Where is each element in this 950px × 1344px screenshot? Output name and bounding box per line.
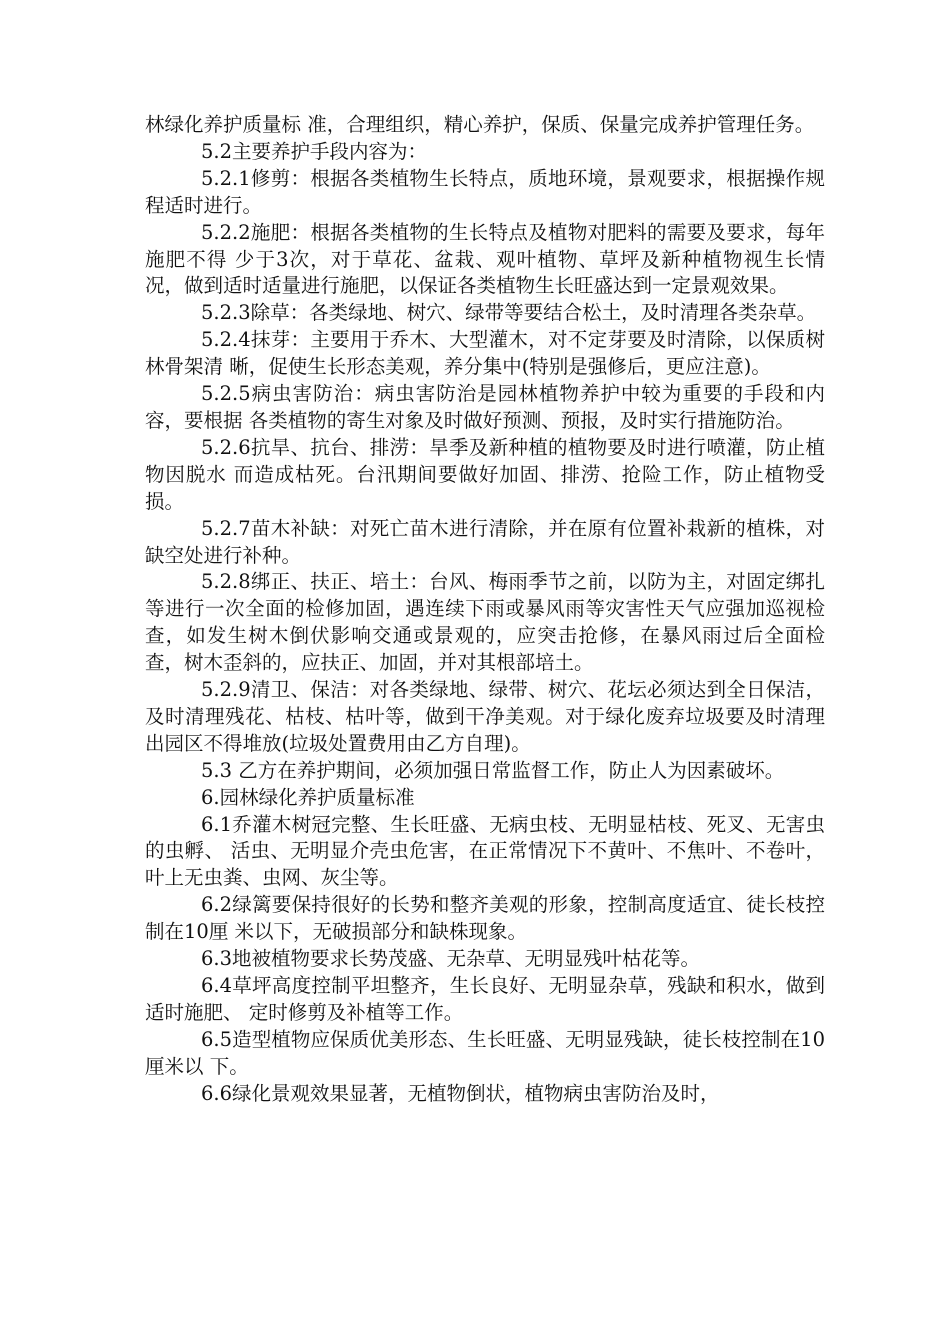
paragraph: 6.6绿化景观效果显著，无植物倒状，植物病虫害防治及时， [201, 1081, 720, 1105]
document-body [145, 112, 825, 1108]
paragraph: 5.2主要养护手段内容为： [201, 139, 428, 163]
paragraph: 5.2.9清卫、保洁：对各类绿地、绿带、树穴、花坛必须达到全日保洁，及时清理残花、枯枝、枯叶等，做到干净美观。对于绿化废弃垃圾要及时清理出园区不得堆放(垃圾处置费用由乙方自理)。 [145, 678, 825, 755]
paragraph: 6.3地被植物要求长势茂盛、无杂草、无明显残叶枯花等。 [201, 947, 701, 971]
paragraph: 6.5造型植物应保质优美形态、生长旺盛、无明显残缺，徒长枝控制在10厘米以 下。 [145, 1027, 825, 1078]
paragraph: 5.2.3除草：各类绿地、树穴、绿带等要结合松土，及时清理各类杂草。 [201, 301, 817, 325]
paragraph: 6.1乔灌木树冠完整、生长旺盛、无病虫枝、无明显枯枝、死叉、无害虫的虫孵、 活虫、无明显介壳虫危害，在正常情况下不黄叶、不焦叶、不卷叶，叶上无虫粪、虫网、灰尘等。 [145, 812, 825, 890]
paragraph: 6.园林绿化养护质量标准 [201, 785, 415, 809]
paragraph: 5.2.6抗旱、抗台、排涝：旱季及新种植的植物要及时进行喷灌，防止植物因脱水 而造成枯死。台汛期间要做好加固、排涝、抢险工作，防止植物受损。 [145, 435, 825, 513]
paragraph: 5.2.5病虫害防治：病虫害防治是园林植物养护中较为重要的手段和内容，要根据 各类植物的寄生对象及时做好预测、预报，及时实行措施防治。 [145, 382, 825, 432]
paragraph: 林绿化养护质量标 准，合理组织，精心养护，保质、保量完成养护管理任务。 [145, 113, 815, 136]
paragraph: 5.2.8绑正、扶正、培土：台风、梅雨季节之前，以防为主，对固定绑扎等进行一次全面的检修加固，遇连续下雨或暴风雨等灾害性天气应强加巡视检查，如发生树木倒伏影响交通或景观的，应突击抢修，在暴风雨过后全面检查，树木歪斜的，应扶正、加固，并对其根部培土。 [145, 570, 825, 675]
paragraph: 5.2.2施肥：根据各类植物的生长特点及植物对肥料的需要及要求，每年施肥不得 少于3次，对于草花、盆栽、观叶植物、草坪及新种植物视生长情况，做到适时适量进行施肥，以保证各类植物生长旺盛达到一定景观效果。 [145, 220, 825, 298]
paragraph: 5.2.7苗木补缺：对死亡苗木进行清除，并在原有位置补栽新的植株，对缺空处进行补种。 [145, 516, 825, 567]
paragraph: 5.2.4抹芽：主要用于乔木、大型灌木，对不定芽要及时清除，以保质树林骨架清 晰，促使生长形态美观，养分集中(特别是强修后，更应注意)。 [145, 328, 825, 379]
paragraph: 6.2绿篱要保持很好的长势和整齐美观的形象，控制高度适宜、徒长枝控制在10厘 米以下，无破损部分和缺株现象。 [145, 893, 825, 944]
paragraph: 6.4草坪高度控制平坦整齐，生长良好、无明显杂草，残缺和积水，做到适时施肥、 定时修剪及补植等工作。 [145, 974, 825, 1024]
paragraph: 5.3 乙方在养护期间，必须加强日常监督工作，防止人为因素破坏。 [201, 758, 785, 782]
paragraph: 5.2.1修剪：根据各类植物生长特点，质地环境，景观要求，根据操作规程适时进行。 [145, 166, 825, 217]
